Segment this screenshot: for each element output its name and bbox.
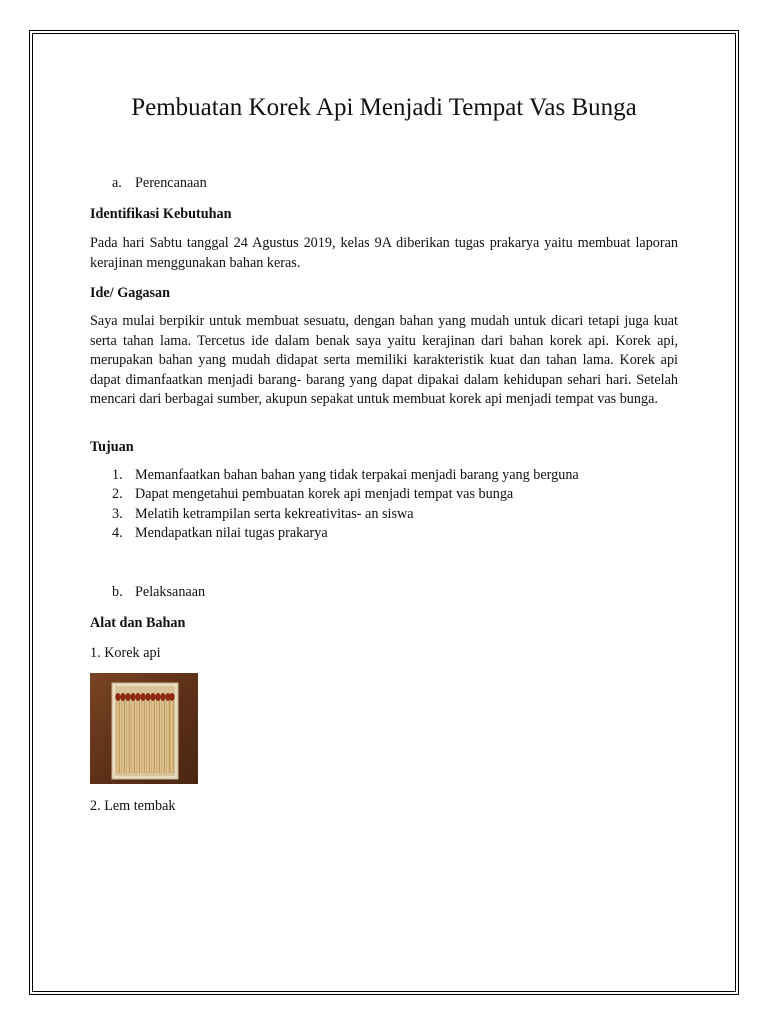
ide-paragraph: Saya mulai berpikir untuk membuat sesuatu, dengan bahan yang mudah untuk dicari tetapi juga kuat serta tahan lama. Tercetus ide dalam benak saya yaitu kerajinan dari bahan korek api. Korek api, merupakan bahan yang mudah didapat serta memiliki karakteristik kuat dan tahan lama. Korek api dapat dimanfaatkan menjadi barang- barang yang dapat dipakai dalam kehidupan sehari hari. Setelah mencari dari berbagai sumber, akupun sepakat untuk membuat korek api menjadi tempat vas bunga. bbox=[90, 313, 678, 408]
list-item bbox=[90, 466, 678, 485]
list-item-text: Mendapatkan nilai tugas prakarya bbox=[135, 525, 328, 542]
tujuan-heading: Tujuan bbox=[90, 439, 134, 455]
list-item-text: Dapat mengetahui pembuatan korek api menjadi tempat vas bunga bbox=[135, 486, 514, 503]
list-item bbox=[90, 524, 678, 543]
list-item-number: 1. bbox=[112, 467, 123, 483]
alat-item-lem-tembak: 2. Lem tembak bbox=[90, 798, 176, 814]
list-item bbox=[90, 505, 678, 524]
matchbox-photo bbox=[90, 673, 198, 784]
list-item-number: 4. bbox=[112, 525, 123, 542]
list-item-number: 3. bbox=[112, 505, 123, 522]
identifikasi-heading: Identifikasi Kebutuhan bbox=[90, 206, 232, 222]
list-item bbox=[90, 485, 678, 504]
tujuan-list bbox=[90, 466, 678, 544]
section-a-label: Perencanaan bbox=[135, 175, 207, 191]
ide-heading: Ide/ Gagasan bbox=[90, 285, 171, 301]
list-item-text: Memanfaatkan bahan bahan yang tidak terpakai menjadi barang yang berguna bbox=[135, 467, 579, 483]
list-item-number: 2. bbox=[112, 486, 123, 503]
identifikasi-paragraph: Pada hari Sabtu tanggal 24 Agustus 2019, kelas 9A diberikan tugas prakarya yaitu membuat laporan kerajinan menggunakan bahan keras. bbox=[90, 235, 678, 271]
alat-heading: Alat dan Bahan bbox=[90, 615, 186, 631]
section-a-marker: a. bbox=[112, 175, 122, 191]
alat-item-korek-api: 1. Korek api bbox=[90, 645, 161, 661]
section-b-label: Pelaksanaan bbox=[135, 584, 206, 600]
list-item-text: Melatih ketrampilan serta kekreativitas- an siswa bbox=[135, 505, 414, 522]
document-title: Pembuatan Korek Api Menjadi Tempat Vas Bunga bbox=[131, 94, 637, 121]
section-b-marker: b. bbox=[112, 584, 123, 600]
